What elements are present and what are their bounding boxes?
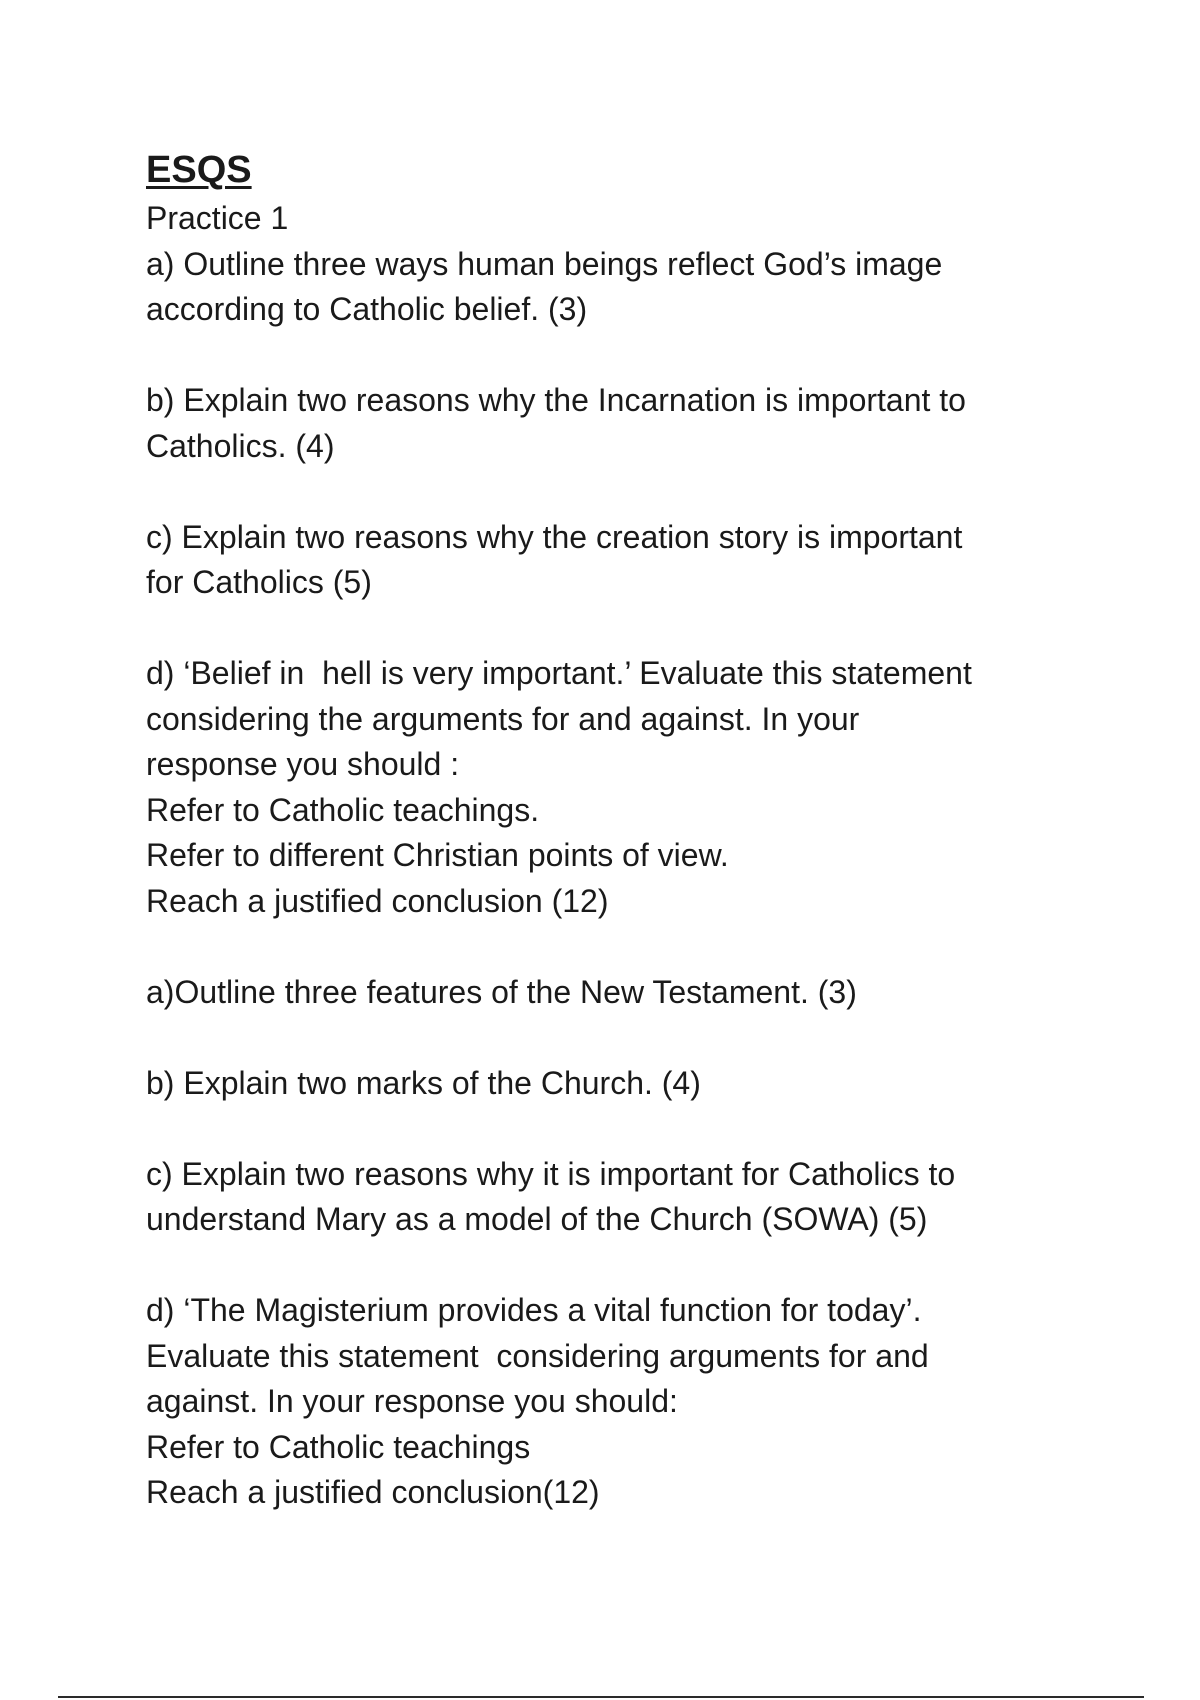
document-page bbox=[146, 146, 1106, 1516]
spacer bbox=[146, 1106, 1106, 1152]
question-line: for Catholics (5) bbox=[146, 564, 372, 600]
question-line: c) Explain two reasons why it is important for Catholics to bbox=[146, 1155, 956, 1192]
footer-divider bbox=[58, 1696, 1144, 1698]
spacer bbox=[146, 1015, 1106, 1061]
question-line: Reach a justified conclusion (12) bbox=[146, 882, 609, 919]
question-line: b) Explain two marks of the Church. (4) bbox=[146, 1064, 701, 1101]
question-line: response you should : bbox=[146, 746, 460, 782]
question-2a bbox=[146, 970, 1106, 1016]
question-line: d) ‘The Magisterium provides a vital function for today’. bbox=[146, 1292, 922, 1328]
question-line: Refer to different Christian points of view. bbox=[146, 837, 729, 873]
spacer bbox=[146, 924, 1106, 970]
question-line: considering the arguments for and against. In your bbox=[146, 700, 860, 737]
question-line: a)Outline three features of the New Testament. (3) bbox=[146, 973, 857, 1010]
spacer bbox=[146, 1243, 1106, 1289]
question-line: a) Outline three ways human beings reflect God’s image bbox=[146, 245, 943, 282]
question-line: Refer to Catholic teachings bbox=[146, 1428, 531, 1465]
question-line: d) ‘Belief in hell is very important.’ Evaluate this statement bbox=[146, 655, 972, 691]
question-1b bbox=[146, 378, 1106, 469]
question-line: Catholics. (4) bbox=[146, 427, 335, 464]
spacer bbox=[146, 606, 1106, 652]
question-1d bbox=[146, 651, 1106, 924]
document-title: ESQS bbox=[146, 149, 252, 191]
document-subtitle: Practice 1 bbox=[146, 200, 289, 236]
question-line: understand Mary as a model of the Church (SOWA) (5) bbox=[146, 1201, 928, 1237]
question-2c bbox=[146, 1152, 1106, 1243]
question-line: Evaluate this statement considering arguments for and bbox=[146, 1337, 929, 1374]
question-2b bbox=[146, 1061, 1106, 1107]
spacer bbox=[146, 469, 1106, 515]
question-2d bbox=[146, 1288, 1106, 1516]
question-line: according to Catholic belief. (3) bbox=[146, 291, 588, 327]
question-line: b) Explain two reasons why the Incarnation is important to bbox=[146, 382, 966, 418]
question-line: against. In your response you should: bbox=[146, 1383, 678, 1419]
question-1a bbox=[146, 242, 1106, 333]
question-line: c) Explain two reasons why the creation story is important bbox=[146, 518, 963, 555]
question-1c bbox=[146, 515, 1106, 606]
question-line: Refer to Catholic teachings. bbox=[146, 791, 540, 828]
spacer bbox=[146, 333, 1106, 379]
question-line: Reach a justified conclusion(12) bbox=[146, 1474, 600, 1510]
